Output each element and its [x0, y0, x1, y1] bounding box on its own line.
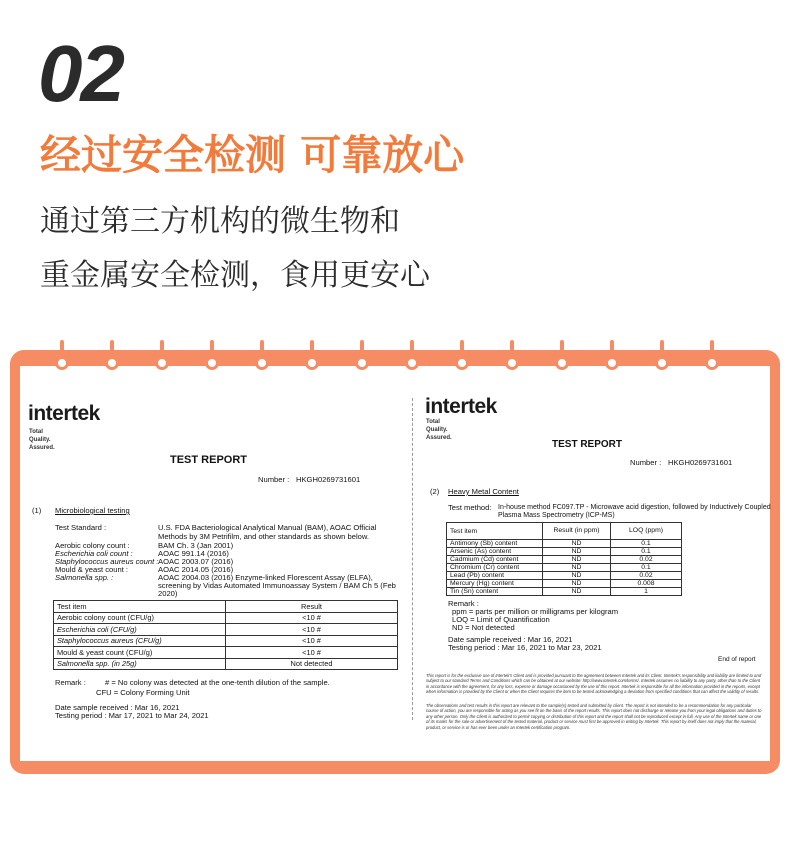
- remark-line: ppm = parts per million or milligrams per kilogram: [452, 607, 619, 616]
- result-cell: ND: [543, 588, 611, 596]
- result-cell: ND: [543, 580, 611, 588]
- method-value: BAM Ch. 3 (Jan 2001): [158, 541, 234, 550]
- binder-ring: [655, 340, 669, 372]
- binder-ring: [255, 340, 269, 372]
- binder-ring: [505, 340, 519, 372]
- end-of-report: End of report: [718, 656, 756, 663]
- binder-ring: [555, 340, 569, 372]
- loq-cell: 0.1: [611, 564, 682, 572]
- logo-tagline: Total Quality. Assured.: [29, 429, 55, 451]
- method-label: Staphylococcus aureus count :: [55, 557, 159, 566]
- testing-period: Testing period : Mar 16, 2021 to Mar 23, 2021: [448, 643, 602, 652]
- column-header: Test item: [54, 601, 226, 613]
- test-item-cell: Cadmium (Cd) content: [447, 556, 543, 564]
- column-header: Result: [226, 601, 398, 613]
- binder-ring: [155, 340, 169, 372]
- method-label: Aerobic colony count :: [55, 541, 130, 550]
- table-row: [447, 572, 682, 580]
- method-label: Mould & yeast count :: [55, 565, 129, 574]
- test-method-line-2: Plasma Mass Spectrometry (ICP-MS): [498, 512, 615, 519]
- table-header-row: [447, 523, 682, 540]
- result-cell: ND: [543, 556, 611, 564]
- loq-cell: 0.1: [611, 548, 682, 556]
- table-row: [447, 588, 682, 596]
- binder-ring: [705, 340, 719, 372]
- headline: 经过安全检测 可靠放心: [40, 131, 465, 179]
- column-header: Result (in ppm): [543, 523, 611, 540]
- test-method-label: Test method:: [448, 503, 492, 512]
- table-row: [54, 612, 398, 624]
- test-item-cell: Escherichia coli (CFU/g): [54, 624, 226, 636]
- page-divider: [412, 398, 413, 720]
- table-header-row: [54, 601, 398, 613]
- column-header: LOQ (ppm): [611, 523, 682, 540]
- method-value: AOAC 2003.07 (2016): [158, 557, 234, 566]
- table-row: [447, 548, 682, 556]
- result-cell: ND: [543, 540, 611, 548]
- table-row: [447, 556, 682, 564]
- section-number: (1): [32, 506, 42, 515]
- subheading-line-1: 通过第三方机构的微生物和: [40, 204, 400, 239]
- section-number: 02: [38, 29, 123, 118]
- result-cell: ND: [543, 572, 611, 580]
- result-cell: Not detected: [226, 658, 398, 670]
- test-item-cell: Salmonella spp. (in 25g): [54, 658, 226, 670]
- result-cell: <10 #: [226, 647, 398, 659]
- test-item-cell: Mould & yeast count (CFU/g): [54, 647, 226, 659]
- binder-ring: [55, 340, 69, 372]
- table-row: [447, 564, 682, 572]
- table-row: [54, 647, 398, 659]
- number-value: HKGH0269731601: [668, 458, 733, 467]
- remark-line: LOQ = Limit of Quantification: [452, 615, 550, 624]
- test-standard-line-2: Methods by 3M Petrifilm, and other standards as shown below.: [158, 532, 370, 541]
- test-item-cell: Antimony (Sb) content: [447, 540, 543, 548]
- date-received: Date sample received : Mar 16, 2021: [55, 703, 180, 712]
- remark-line: # = No colony was detected at the one-tenth dilution of the sample.: [105, 678, 330, 687]
- report-title: TEST REPORT: [170, 454, 248, 466]
- binder-ring: [105, 340, 119, 372]
- table-row: [447, 540, 682, 548]
- result-cell: ND: [543, 564, 611, 572]
- result-cell: <10 #: [226, 612, 398, 624]
- remark-line: CFU = Colony Forming Unit: [96, 688, 190, 697]
- method-label: Salmonella spp. :: [55, 573, 114, 582]
- test-item-cell: Chromium (Cr) content: [447, 564, 543, 572]
- test-item-cell: Tin (Sn) content: [447, 588, 543, 596]
- binder-ring: [305, 340, 319, 372]
- test-item-cell: Aerobic colony count (CFU/g): [54, 612, 226, 624]
- loq-cell: 0.02: [611, 556, 682, 564]
- test-standard-label: Test Standard :: [55, 523, 107, 532]
- test-method-line-1: In-house method FC097.TP - Microwave acid digestion, followed by Inductively Coupled: [498, 504, 771, 511]
- binder-ring: [205, 340, 219, 372]
- number-label: Number :: [258, 475, 290, 484]
- result-cell: ND: [543, 548, 611, 556]
- report-title: TEST REPORT: [552, 439, 623, 450]
- subheading-line-2: 重金属安全检测，食用更安心: [40, 258, 430, 293]
- test-item-cell: Mercury (Hg) content: [447, 580, 543, 588]
- micro-results-table: [53, 600, 398, 670]
- section-title: Microbiological testing: [55, 506, 130, 515]
- test-item-cell: Lead (Pb) content: [447, 572, 543, 580]
- testing-period: Testing period : Mar 17, 2021 to Mar 24, 2021: [55, 711, 209, 720]
- test-standard-line-1: U.S. FDA Bacteriological Analytical Manual (BAM), AOAC Official: [158, 523, 377, 532]
- logo-tagline: Total Quality. Assured.: [426, 419, 452, 441]
- table-row: [54, 635, 398, 647]
- result-cell: <10 #: [226, 635, 398, 647]
- disclaimer-paragraph: This report is for the exclusive use of Intertek's Client and is provided pursuant to the agreement between Intertek and its Client. Intertek's responsibility and liability are limited to and subject to our standard Terms and Conditions which can be obtained at our website: http://www.intertek.com/terms/. Intertek assumes no liability to any party, other than to the Client in accordance with the agreement, for any loss, expense or damage occasioned by the use of this report. Intertek is responsible for all the information provided in the reports, except when information is provided by the Client or when the Client requires the item to be tested acknowledging a deviation from specified conditions that can affect the validity of results.: [426, 673, 762, 695]
- remark-label: Remark :: [55, 678, 86, 687]
- table-row: [447, 580, 682, 588]
- loq-cell: 0.1: [611, 540, 682, 548]
- remark-line: ND = Not detected: [452, 623, 515, 632]
- heavy-metal-table: [446, 522, 682, 596]
- method-value-continued: 2020): [158, 589, 178, 598]
- date-received: Date sample received : Mar 16, 2021: [448, 635, 573, 644]
- loq-cell: 0.008: [611, 580, 682, 588]
- intertek-logo: intertek: [28, 402, 100, 425]
- binder-ring: [355, 340, 369, 372]
- test-item-cell: Staphylococcus aureus (CFU/g): [54, 635, 226, 647]
- loq-cell: 0.02: [611, 572, 682, 580]
- method-value: AOAC 2004.03 (2016) Enzyme-linked Florescent Assay (ELFA),: [158, 573, 373, 582]
- method-value-continued: screening by Vidas Automated Immunoassay System / BAM Ch 5 (Feb: [158, 581, 396, 590]
- result-cell: <10 #: [226, 624, 398, 636]
- test-item-cell: Arsenic (As) content: [447, 548, 543, 556]
- method-value: AOAC 2014.05 (2016): [158, 565, 234, 574]
- binder-ring: [605, 340, 619, 372]
- binder-ring: [405, 340, 419, 372]
- number-value: HKGH0269731601: [296, 475, 361, 484]
- table-row: [54, 624, 398, 636]
- intertek-logo: intertek: [425, 395, 497, 418]
- disclaimer-paragraph: The observations and test results in this report are relevant to the sample(s) tested and submitted by client. The report is not intended to be a recommendation for any particular course of action, you are responsible for acting as you see fit on the basis of the report results. This report does not discharge or release you from your legal obligations and duties to any other person. Only the Client is authorized to permit copying or distribution of this report and the report shall not be reproduced except in full. Any use of the Intertek name or one of its marks for the sale or advertisement of the tested material, product or service must first be approved in writing by Intertek. This report by itself does not imply that the material, product, or service is or has ever been under an Intertek certification program.: [426, 703, 762, 730]
- table-row: [54, 658, 398, 670]
- binder-ring: [455, 340, 469, 372]
- method-label: Escherichia coli count :: [55, 549, 133, 558]
- column-header: Test item: [447, 523, 543, 540]
- method-value: AOAC 991.14 (2016): [158, 549, 229, 558]
- number-label: Number :: [630, 458, 662, 467]
- remark-label: Remark :: [448, 599, 479, 608]
- section-number: (2): [430, 487, 440, 496]
- section-title: Heavy Metal Content: [448, 487, 519, 496]
- loq-cell: 1: [611, 588, 682, 596]
